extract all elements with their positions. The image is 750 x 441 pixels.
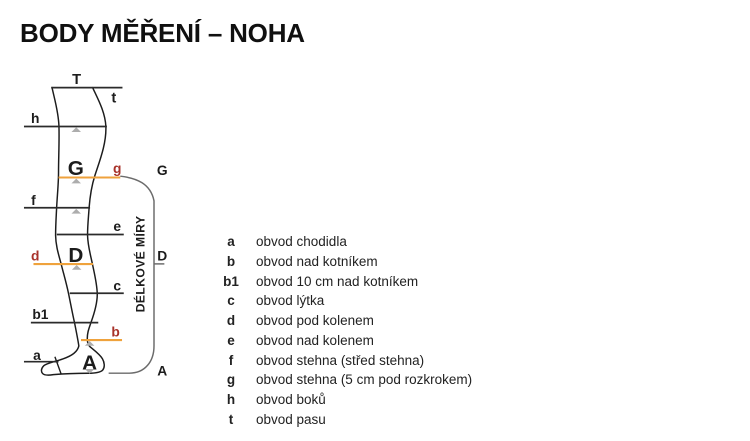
label-g: g (113, 160, 122, 177)
legend-text: obvod lýtka (256, 293, 325, 309)
legend-key: f (228, 352, 234, 368)
legend-item-g (218, 372, 472, 392)
bracket-label-A: A (157, 362, 168, 379)
label-c: c (113, 277, 122, 294)
length-axis-label: DÉLKOVÉ MÍRY (133, 215, 148, 313)
legend-item-b (218, 254, 472, 274)
legend-key: d (226, 313, 236, 328)
legend-text: obvod pod kolenem (256, 313, 374, 328)
legend-key: t (228, 411, 234, 427)
legend-item-h (218, 392, 472, 412)
legend-key: g (226, 372, 236, 388)
legend-item-f (218, 353, 472, 373)
label-G-big: G (67, 156, 84, 180)
triangle-b-icon (85, 341, 95, 346)
label-A-big: A (82, 351, 98, 375)
legend-key: h (226, 392, 236, 407)
legend-text: obvod stehna (5 cm pod rozkrokem) (256, 372, 473, 388)
legend-item-t (218, 412, 472, 432)
legend-text: obvod nad kotníkem (256, 253, 378, 269)
page-title: BODY MĚŘENÍ – NOHA (20, 18, 305, 48)
bracket-label-G: G (156, 161, 168, 178)
label-d: d (30, 247, 40, 264)
leg-measurement-diagram (0, 60, 200, 441)
label-T: T (72, 72, 82, 89)
label-a: a (33, 346, 41, 363)
label-e: e (113, 218, 122, 235)
label-t: t (111, 90, 117, 107)
legend-text: obvod nad kolenem (256, 332, 374, 348)
legend-key: c (227, 293, 235, 309)
legend-item-c (218, 293, 472, 313)
label-h: h (30, 110, 40, 127)
label-b: b (111, 323, 120, 340)
legend-text: obvod 10 cm nad kotníkem (256, 273, 419, 289)
legend-key: a (227, 234, 235, 249)
legend-key: e (227, 332, 235, 348)
bracket-labels (157, 162, 168, 378)
triangle-h-icon (71, 127, 81, 132)
legend-item-d (218, 313, 472, 333)
legend-text: obvod pasu (256, 411, 326, 427)
label-f: f (31, 192, 36, 209)
legend-item-b1 (218, 274, 472, 294)
legend-key: b (226, 253, 236, 269)
legend-item-a (218, 234, 472, 254)
legend-text: obvod stehna (střed stehna) (256, 352, 425, 368)
triangle-f-icon (71, 209, 81, 214)
legend-key: b1 (223, 273, 239, 289)
legend-text: obvod chodidla (256, 234, 347, 249)
legend-item-e (218, 333, 472, 353)
legend-text: obvod boků (256, 392, 326, 407)
legend (218, 234, 472, 432)
label-D-big: D (68, 244, 84, 268)
label-b1: b1 (32, 306, 49, 323)
bracket-label-D: D (157, 247, 168, 264)
